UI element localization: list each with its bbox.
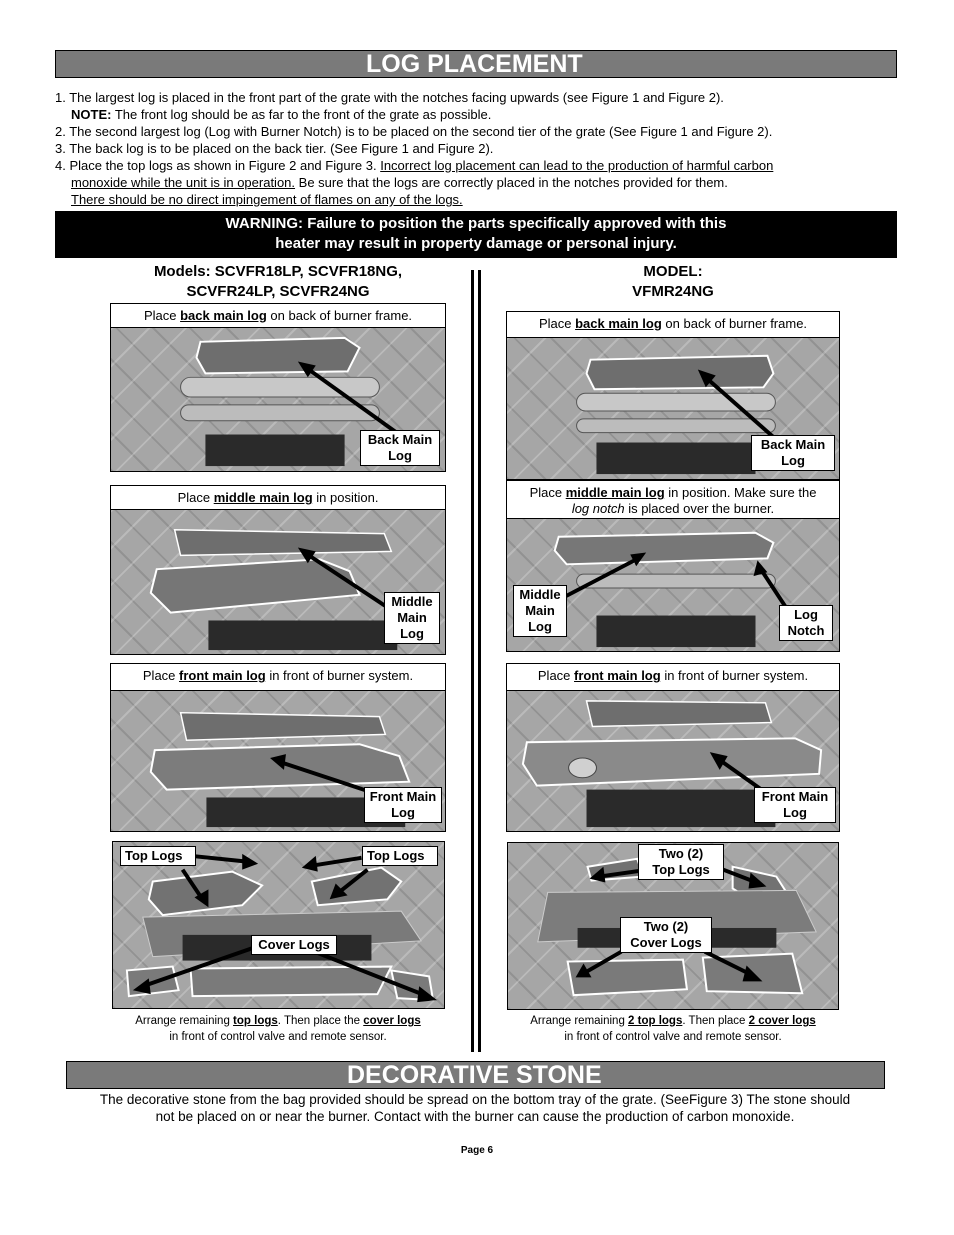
front-main-log-label: Front Main Log bbox=[364, 787, 442, 823]
front-main-log-label: Front Main Log bbox=[754, 787, 836, 823]
right-step-2-figure bbox=[506, 480, 840, 652]
warning-line-2: heater may result in property damage or personal injury. bbox=[275, 235, 677, 252]
left-arrange-caption: Arrange remaining top logs. Then place the cover logs in front of control valve and remote sensor. bbox=[135, 1015, 421, 1043]
models-left-line-2: SCVFR24LP, SCVFR24NG bbox=[186, 283, 370, 300]
left-step-2-figure bbox=[110, 485, 446, 655]
top-logs-label-left: Top Logs bbox=[120, 846, 196, 866]
cover-logs-term: 2 cover logs bbox=[748, 1015, 816, 1027]
right-step-4-figure bbox=[507, 842, 839, 1010]
right-step-1-figure bbox=[506, 311, 840, 480]
right-step-1-caption: Place back main log on back of burner frame. bbox=[507, 312, 839, 338]
top-logs-term: 2 top logs bbox=[628, 1015, 683, 1027]
instruction-4 bbox=[55, 157, 935, 174]
top-logs-term: top logs bbox=[233, 1015, 278, 1027]
instruction-4-cont bbox=[55, 174, 935, 191]
back-main-log-term: back main log bbox=[575, 316, 662, 331]
front-main-log-term: front main log bbox=[574, 668, 661, 683]
two-top-logs-label: Two (2) Top Logs bbox=[638, 844, 724, 880]
instruction-1: 1. The largest log is placed in the front part of the grate with the notches facing upwards (see Figure 1 and Figure 2). bbox=[55, 90, 724, 105]
instruction-3: 3. The back log is to be placed on the back tier. (See Figure 1 and Figure 2). bbox=[55, 141, 494, 156]
left-step-3-figure bbox=[110, 663, 446, 832]
instruction-4-warning-3: There should be no direct impingement of flames on any of the logs. bbox=[71, 192, 463, 207]
models-right-line-2: VFMR24NG bbox=[632, 283, 714, 300]
back-main-log-label: Back Main Log bbox=[751, 435, 835, 471]
top-logs-label-right: Top Logs bbox=[362, 846, 438, 866]
left-step-3-caption: Place front main log in front of burner system. bbox=[111, 664, 445, 691]
column-divider bbox=[471, 270, 474, 1052]
middle-main-log-label: Middle Main Log bbox=[384, 592, 440, 644]
front-main-log-term: front main log bbox=[179, 668, 266, 683]
models-left-heading bbox=[110, 262, 446, 302]
middle-main-log-term: middle main log bbox=[565, 485, 665, 500]
right-arrange-caption: Arrange remaining 2 top logs. Then place 2 cover logs in front of control valve and remote sensor. bbox=[530, 1015, 816, 1043]
right-step-2-caption: Place middle main log in position. Make sure the log notch is placed over the burner. bbox=[507, 481, 839, 519]
instruction-1-note bbox=[55, 106, 935, 123]
middle-main-log-label: Middle Main Log bbox=[513, 585, 567, 637]
models-left-line-1: Models: SCVFR18LP, SCVFR18NG, bbox=[153, 263, 403, 280]
instruction-2: 2. The second largest log (Log with Burner Notch) is to be placed on the second tier of the grate (See Figure 1 and Figure 2). bbox=[55, 124, 773, 139]
models-right-line-1: MODEL: bbox=[643, 263, 703, 280]
left-step-2-caption: Place middle main log in position. bbox=[111, 486, 445, 510]
instruction-4-warning-1: Incorrect log placement can lead to the production of harmful carbon bbox=[380, 158, 774, 173]
left-step-1-figure bbox=[110, 303, 446, 472]
right-step-3-figure bbox=[506, 663, 840, 832]
instruction-4-cont-2 bbox=[55, 191, 935, 208]
log-placement-heading: LOG PLACEMENT bbox=[55, 50, 897, 78]
warning-banner bbox=[55, 211, 897, 258]
cover-logs-term: cover logs bbox=[363, 1015, 421, 1027]
back-main-log-label: Back Main Log bbox=[360, 430, 440, 466]
note-label: NOTE: bbox=[71, 107, 112, 122]
right-step-3-caption: Place front main log in front of burner system. bbox=[507, 664, 839, 691]
log-notch-term: log notch bbox=[571, 501, 625, 516]
note-text: The front log should be as far to the front of the grate as possible. bbox=[111, 107, 492, 122]
back-main-log-term: back main log bbox=[180, 308, 267, 323]
models-right-heading bbox=[506, 262, 840, 302]
column-divider bbox=[478, 270, 481, 1052]
instruction-4-text-2: Be sure that the logs are correctly placed in the notches provided for them. bbox=[295, 175, 728, 190]
instruction-4-warning-2: monoxide while the unit is in operation. bbox=[71, 175, 296, 190]
left-step-1-caption: Place back main log on back of burner frame. bbox=[111, 304, 445, 328]
page-number: Page 6 bbox=[460, 1145, 494, 1156]
top-and-cover-logs-illustration bbox=[113, 842, 444, 1008]
log-notch-label: Log Notch bbox=[779, 605, 833, 641]
left-step-4-photo bbox=[113, 842, 444, 1008]
two-cover-logs-label: Two (2) Cover Logs bbox=[620, 917, 712, 953]
log-placement-instructions bbox=[55, 89, 935, 208]
decorative-stone-heading: DECORATIVE STONE bbox=[66, 1061, 885, 1089]
decorative-stone-text: The decorative stone from the bag provided should be spread on the bottom tray of the grate. (SeeFigure 3) The stone should not be placed on or near the burner. Contact with the burner can cause the production of carbon monoxide. bbox=[99, 1092, 851, 1124]
cover-logs-label: Cover Logs bbox=[251, 935, 337, 955]
middle-main-log-term: middle main log bbox=[213, 490, 313, 505]
warning-line-1: WARNING: Failure to position the parts specifically approved with this bbox=[225, 215, 727, 232]
instruction-4-text: 4. Place the top logs as shown in Figure 2 and Figure 3. bbox=[55, 158, 381, 173]
left-step-4-figure bbox=[112, 841, 445, 1009]
